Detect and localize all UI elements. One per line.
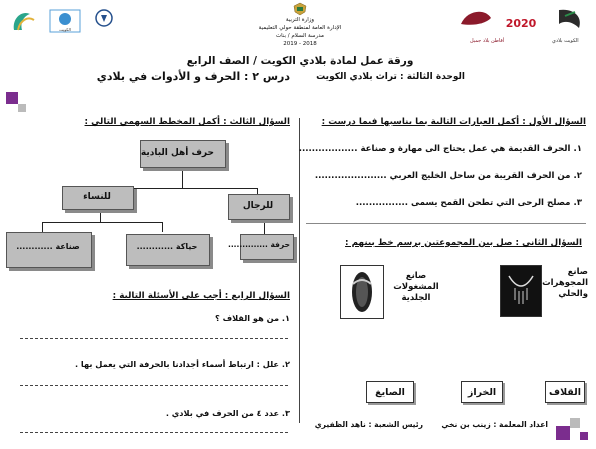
- option-qallaf[interactable]: القلاف: [545, 381, 585, 403]
- svg-text:الكويت: الكويت: [59, 27, 71, 32]
- option-sayegh[interactable]: الصايغ: [366, 381, 414, 403]
- jewelry-card: [500, 265, 588, 317]
- worksheet-title: ورقة عمل لمادة بلادي الكويت / الصف الرابع: [186, 55, 414, 67]
- leaf-box-weaving-label: حياكة ............: [136, 242, 198, 251]
- header-ministry-block: [240, 2, 360, 48]
- ministry-name: وزارة التربية: [285, 17, 315, 23]
- school-logos-icon: [8, 6, 118, 36]
- q3-heading: السؤال الثالث : أكمل المخطط السهمي التالي :: [84, 117, 290, 127]
- q4-item-1: ١. من هو القلاف ؟: [214, 313, 290, 323]
- column-divider: [299, 118, 300, 423]
- right-logo-caption: الكويت بلادي: [552, 38, 579, 44]
- header-logos-right: [455, 4, 590, 40]
- q1-item-2: ٢. من الحرف القريبة من ساحل الخليج العربي ......................: [314, 171, 582, 181]
- badge-year-text: 2020: [505, 17, 537, 30]
- root-box-label: حرف أهل البادية: [140, 148, 214, 158]
- q1-item-1: ١. الحرف القديمة هي عمل يحتاج الى مهارة و صناعة ..................: [298, 144, 582, 154]
- q4-answer-line-1: [20, 338, 288, 339]
- sandal-image: [340, 265, 384, 319]
- school-year: 2018 - 2019: [283, 41, 317, 47]
- leather-card-label: صانع المشغولات الجلدية: [393, 271, 439, 303]
- emblem-logo: [292, 2, 308, 16]
- connector-men-leaf: [264, 218, 265, 234]
- center-logo-caption: أقاطن بلاد جميل: [470, 38, 505, 44]
- sandal-icon: [341, 266, 383, 318]
- prepared-by: اعداد المعلمة : زينب بن نخي: [441, 420, 548, 429]
- men-box-label: للرجال: [242, 201, 274, 211]
- connector-women-v: [100, 210, 101, 222]
- decor-square-purple-3: [6, 92, 18, 104]
- q4-item-3: ٣. عدد ٤ من الحرف في بلادي .: [165, 408, 290, 418]
- jewelry-card-label: صانع المجوهرات والحلي: [542, 267, 588, 299]
- connector-root-down: [182, 167, 183, 188]
- q4-answer-line-2: [20, 385, 288, 386]
- necklace-icon: [501, 266, 541, 316]
- lesson-title: درس ٢ : الحرف و الأدوات في بلادي: [96, 70, 290, 83]
- q4-answer-line-3: [20, 432, 288, 433]
- decor-square-gray-1: [570, 418, 580, 428]
- q4-heading: السؤال الرابع : أجب على الأسئلة التالية :: [112, 291, 290, 301]
- decor-square-gray-2: [18, 104, 26, 112]
- option-kharraz[interactable]: الخراز: [461, 381, 503, 403]
- leaf-box-craft-label: حرفة ..............: [227, 240, 290, 249]
- directorate-name: الإدارة العامة لمنطقة حولي التعليمية: [258, 25, 342, 31]
- header-logos-left: [8, 6, 118, 36]
- women-box-label: للنساء: [83, 192, 111, 202]
- q1-item-3: ٣. مصلح الرحى التي تطحن القمح يسمى ................: [355, 198, 582, 208]
- decor-square-purple-1: [556, 426, 570, 440]
- head-of-department: رئيس الشعبة : ناهد الظفيري: [314, 420, 423, 429]
- q1-bottom-rule: [306, 223, 586, 224]
- q2-heading: السؤال الثاني : صل بين المجموعتين برسم خط بينهم :: [345, 238, 582, 248]
- leaf-box-making-label: صناعة ............: [16, 242, 80, 251]
- connector-leaf-left: [42, 222, 43, 232]
- unit-title: الوحدة الثالثة : تراث بلادي الكويت: [316, 72, 465, 82]
- school-name: مدرسة السلام / بنات: [276, 33, 324, 39]
- q4-item-2: ٢. علل : ارتباط أسماء أجدادنا بالحرفة التي يعمل بها .: [74, 359, 290, 369]
- connector-leaf-mid: [162, 222, 163, 232]
- connector-women-h: [42, 222, 162, 223]
- decor-square-purple-2: [580, 432, 588, 440]
- q1-heading: السؤال الأول : أكمل العبارات التالية بما يناسبها فيما درست :: [321, 117, 586, 127]
- kuwait-vision-logos-icon: [455, 4, 590, 40]
- necklace-image: [500, 265, 542, 317]
- leather-card: [340, 265, 450, 320]
